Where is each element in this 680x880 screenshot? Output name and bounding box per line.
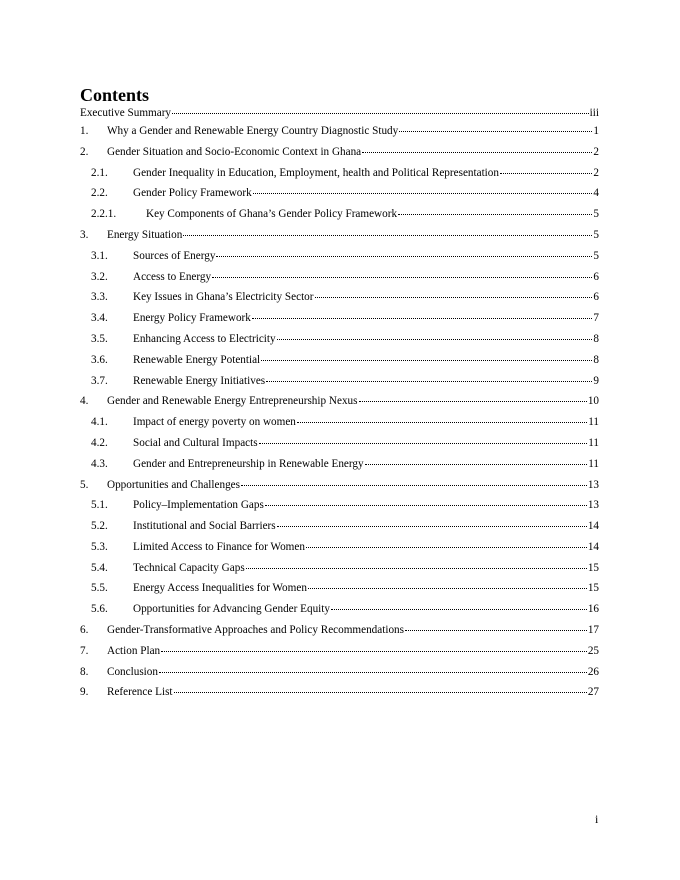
toc-entry-title[interactable]: Key Issues in Ghana’s Electricity Sector — [133, 291, 314, 304]
toc-entry-number: 3.1. — [91, 249, 108, 262]
toc-entry-number: 4.2. — [91, 436, 108, 449]
toc-entry-number: 1. — [80, 124, 89, 137]
toc-entry-number: 3.6. — [91, 353, 108, 366]
toc-entry-number: 5.3. — [91, 540, 108, 553]
toc-entry[interactable] — [80, 561, 599, 582]
toc-entry-page[interactable]: 17 — [587, 624, 599, 637]
table-of-contents — [80, 106, 599, 706]
toc-entry-title[interactable]: Gender Inequality in Education, Employment, health and Political Representation — [133, 166, 499, 179]
toc-entry-page[interactable]: 10 — [587, 395, 599, 408]
dot-leader — [261, 351, 592, 361]
toc-entry-number: 3.5. — [91, 332, 108, 345]
toc-entry-page[interactable]: 6 — [593, 291, 599, 304]
toc-entry-title[interactable]: Reference List — [107, 686, 173, 699]
toc-entry[interactable] — [80, 582, 599, 603]
toc-entry-page[interactable]: 13 — [587, 499, 599, 512]
toc-entry[interactable] — [80, 498, 599, 519]
toc-entry-title[interactable]: Enhancing Access to Electricity — [133, 332, 276, 345]
toc-entry-number: 5.6. — [91, 603, 108, 616]
dot-leader — [277, 517, 587, 527]
toc-entry-number: 7. — [80, 644, 89, 657]
toc-entry-number: 3. — [80, 228, 89, 241]
toc-entry-title[interactable]: Key Components of Ghana’s Gender Policy Framework — [146, 208, 398, 221]
dot-leader — [308, 580, 587, 590]
toc-entry-page[interactable]: 2 — [593, 145, 599, 158]
toc-entry[interactable] — [80, 478, 599, 499]
dot-leader — [212, 268, 592, 278]
page-title: Contents — [80, 85, 150, 105]
toc-entry-page[interactable]: 7 — [593, 312, 599, 325]
toc-entry-number: 2.1. — [91, 166, 108, 179]
toc-entry-page[interactable]: 1 — [593, 124, 599, 137]
toc-entry-title[interactable]: Energy Access Inequalities for Women — [133, 582, 307, 595]
dot-leader — [315, 288, 593, 298]
toc-entry-number: 5.1. — [91, 499, 108, 512]
toc-entry-title[interactable]: Gender and Entrepreneurship in Renewable Energy — [133, 457, 364, 470]
toc-entry[interactable] — [80, 665, 599, 686]
toc-entry-title[interactable]: Conclusion — [107, 665, 158, 678]
dot-leader — [253, 184, 593, 194]
toc-entry-page[interactable]: 25 — [587, 644, 599, 657]
toc-entry-number: 3.2. — [91, 270, 108, 283]
toc-entry-number: 5. — [80, 478, 89, 491]
toc-entry-title[interactable]: Energy Policy Framework — [133, 312, 251, 325]
toc-entry-page[interactable]: 15 — [587, 582, 599, 595]
dot-leader — [362, 143, 592, 153]
toc-entry[interactable] — [80, 311, 599, 332]
toc-entry-page[interactable]: 14 — [587, 520, 599, 533]
toc-entry-page[interactable]: 8 — [593, 353, 599, 366]
toc-entry-number: 9. — [80, 686, 89, 699]
toc-entry[interactable] — [80, 124, 599, 145]
toc-entry-title[interactable]: Action Plan — [107, 644, 161, 657]
toc-entry-title[interactable]: Renewable Energy Potential — [133, 353, 261, 366]
toc-entry[interactable] — [80, 186, 599, 207]
toc-entry[interactable] — [80, 145, 599, 166]
toc-entry-page[interactable]: 11 — [588, 457, 599, 470]
dot-leader — [241, 476, 587, 486]
toc-entry-number: 6. — [80, 624, 89, 637]
toc-entry[interactable] — [80, 166, 599, 187]
toc-entry[interactable] — [80, 270, 599, 291]
toc-entry-page[interactable]: 16 — [587, 603, 599, 616]
dot-leader — [259, 434, 588, 444]
toc-entry[interactable] — [80, 332, 599, 353]
toc-entry-page[interactable]: 11 — [588, 416, 599, 429]
toc-entry-title[interactable]: Institutional and Social Barriers — [133, 520, 276, 533]
toc-entry-title[interactable]: Access to Energy — [133, 270, 212, 283]
toc-entry-page[interactable]: 5 — [593, 208, 599, 221]
toc-entry-title[interactable]: Opportunities and Challenges — [107, 478, 240, 491]
toc-entry-page[interactable]: 26 — [587, 665, 599, 678]
dot-leader — [359, 392, 587, 402]
dot-leader — [297, 413, 587, 423]
toc-entry-page[interactable]: 9 — [593, 374, 599, 387]
toc-entry-number: 5.4. — [91, 561, 108, 574]
toc-entry-page[interactable]: 14 — [587, 540, 599, 553]
toc-entry-page[interactable]: 4 — [593, 187, 599, 200]
toc-entry-page[interactable]: 27 — [587, 686, 599, 699]
toc-entry[interactable] — [80, 228, 599, 249]
toc-entry[interactable] — [80, 644, 599, 665]
toc-entry[interactable] — [80, 353, 599, 374]
toc-entry-number: 4.3. — [91, 457, 108, 470]
toc-entry[interactable] — [80, 519, 599, 540]
toc-entry-number: 3.3. — [91, 291, 108, 304]
toc-entry-title[interactable]: Executive Summary — [80, 106, 172, 119]
toc-entry-page[interactable]: 8 — [593, 332, 599, 345]
dot-leader — [399, 122, 592, 132]
dot-leader — [161, 642, 587, 652]
dot-leader — [277, 330, 593, 340]
toc-entry[interactable] — [80, 623, 599, 644]
dot-leader — [398, 205, 592, 215]
toc-entry-number: 5.2. — [91, 520, 108, 533]
toc-entry-page[interactable]: iii — [589, 106, 599, 119]
toc-entry-number: 4.1. — [91, 416, 108, 429]
dot-leader — [183, 226, 592, 236]
toc-entry[interactable] — [80, 602, 599, 623]
toc-entry-title[interactable]: Sources of Energy — [133, 249, 216, 262]
toc-entry-number: 5.5. — [91, 582, 108, 595]
toc-entry-number: 3.7. — [91, 374, 108, 387]
toc-entry-number: 2.2. — [91, 187, 108, 200]
toc-entry-page[interactable]: 13 — [587, 478, 599, 491]
toc-entry[interactable] — [80, 457, 599, 478]
toc-entry-number: 2. — [80, 145, 89, 158]
dot-leader — [174, 684, 587, 694]
toc-entry[interactable] — [80, 374, 599, 395]
dot-leader — [265, 496, 587, 506]
toc-entry-page[interactable]: 15 — [587, 561, 599, 574]
toc-entry-title[interactable]: Limited Access to Finance for Women — [133, 540, 305, 553]
toc-entry[interactable] — [80, 249, 599, 270]
toc-entry[interactable] — [80, 207, 599, 228]
dot-leader — [306, 538, 587, 548]
toc-entry[interactable] — [80, 686, 599, 707]
dot-leader — [500, 164, 592, 174]
toc-entry[interactable] — [80, 540, 599, 561]
toc-entry-number: 8. — [80, 665, 89, 678]
toc-entry-title[interactable]: Opportunities for Advancing Gender Equity — [133, 603, 330, 616]
dot-leader — [172, 104, 589, 114]
dot-leader — [246, 559, 587, 569]
toc-entry-page[interactable]: 2 — [593, 166, 599, 179]
toc-entry-title[interactable]: Renewable Energy Initiatives — [133, 374, 266, 387]
dot-leader — [365, 455, 588, 465]
toc-entry-title[interactable]: Energy Situation — [107, 228, 183, 241]
toc-entry-number: 3.4. — [91, 312, 108, 325]
toc-entry-title[interactable]: Gender-Transformative Approaches and Policy Recommendations — [107, 624, 405, 637]
page-number: i — [595, 812, 599, 826]
toc-entry-title[interactable]: Why a Gender and Renewable Energy Country Diagnostic Study — [107, 124, 399, 137]
toc-entry-title[interactable]: Social and Cultural Impacts — [133, 436, 258, 449]
toc-entry-number: 4. — [80, 395, 89, 408]
toc-entry[interactable] — [80, 394, 599, 415]
toc-entry-page[interactable]: 5 — [593, 249, 599, 262]
toc-entry[interactable] — [80, 436, 599, 457]
toc-entry-number: 2.2.1. — [91, 208, 117, 221]
dot-leader — [159, 663, 587, 673]
dot-leader — [216, 247, 592, 257]
toc-entry-page[interactable]: 5 — [593, 228, 599, 241]
toc-entry-page[interactable]: 11 — [588, 436, 599, 449]
dot-leader — [331, 600, 587, 610]
dot-leader — [252, 309, 593, 319]
toc-entry[interactable] — [80, 290, 599, 311]
toc-entry-title[interactable]: Gender Situation and Socio-Economic Context in Ghana — [107, 145, 362, 158]
toc-entry-title[interactable]: Policy–Implementation Gaps — [133, 499, 264, 512]
toc-entry-title[interactable]: Gender Policy Framework — [133, 187, 252, 200]
toc-entry[interactable] — [80, 415, 599, 436]
toc-entry-title[interactable]: Technical Capacity Gaps — [133, 561, 245, 574]
toc-entry-page[interactable]: 6 — [593, 270, 599, 283]
toc-entry-title[interactable]: Impact of energy poverty on women — [133, 416, 296, 429]
dot-leader — [405, 621, 587, 631]
dot-leader — [266, 372, 592, 382]
toc-entry-title[interactable]: Gender and Renewable Energy Entrepreneurship Nexus — [107, 395, 358, 408]
